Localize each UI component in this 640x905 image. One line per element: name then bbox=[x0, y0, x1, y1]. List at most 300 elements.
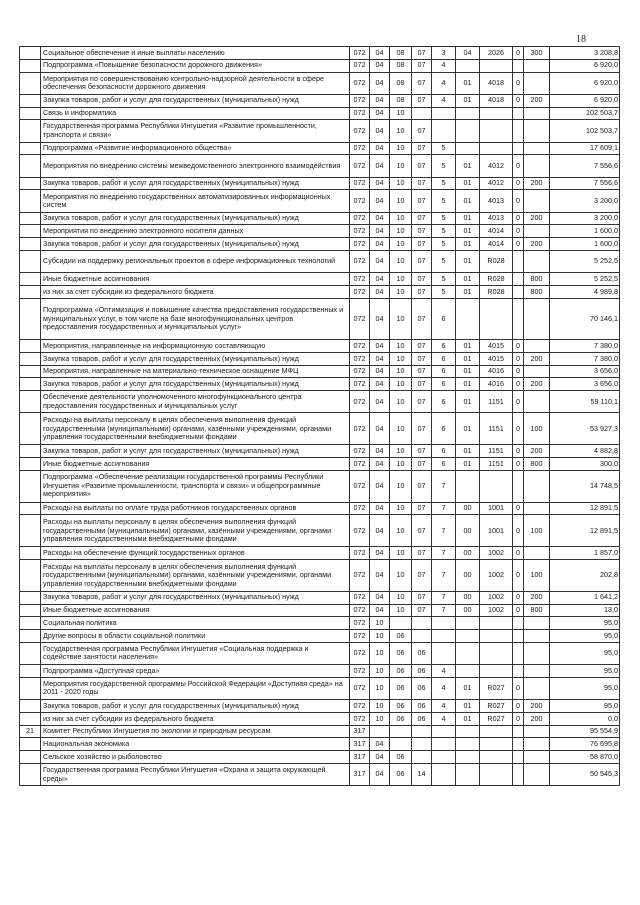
cell-no bbox=[20, 751, 41, 764]
cell-gp: 07 bbox=[412, 391, 432, 413]
cell-grbs: 072 bbox=[350, 391, 370, 413]
cell-no bbox=[20, 712, 41, 725]
table-row bbox=[20, 250, 620, 272]
cell-nr2: 0 bbox=[513, 391, 524, 413]
cell-om: 00 bbox=[456, 604, 480, 617]
cell-pr: 10 bbox=[390, 155, 412, 177]
cell-pp: 4 bbox=[432, 677, 456, 699]
cell-nr2 bbox=[513, 120, 524, 142]
cell-grbs: 072 bbox=[350, 59, 370, 72]
cell-nr2 bbox=[513, 763, 524, 785]
cell-pr: 10 bbox=[390, 547, 412, 560]
cell-rz: 04 bbox=[370, 298, 390, 339]
cell-pp: 6 bbox=[432, 298, 456, 339]
cell-pr bbox=[390, 738, 412, 751]
cell-gp bbox=[412, 630, 432, 643]
table-row bbox=[20, 238, 620, 251]
cell-nr: 4014 bbox=[480, 238, 513, 251]
cell-gp: 07 bbox=[412, 502, 432, 515]
cell-sum: 95,0 bbox=[550, 630, 620, 643]
cell-pr: 10 bbox=[390, 107, 412, 120]
cell-name: Другие вопросы в области социальной политики bbox=[41, 630, 350, 643]
cell-pp: 6 bbox=[432, 352, 456, 365]
table-row bbox=[20, 547, 620, 560]
cell-no bbox=[20, 285, 41, 298]
cell-gp: 07 bbox=[412, 72, 432, 94]
cell-no bbox=[20, 591, 41, 604]
cell-vr: 200 bbox=[524, 378, 550, 391]
cell-gp: 06 bbox=[412, 712, 432, 725]
cell-nr: 1151 bbox=[480, 413, 513, 445]
cell-pp: 5 bbox=[432, 285, 456, 298]
cell-sum: 7 556,6 bbox=[550, 155, 620, 177]
cell-rz: 04 bbox=[370, 340, 390, 353]
cell-grbs: 072 bbox=[350, 559, 370, 591]
cell-pp bbox=[432, 763, 456, 785]
cell-om: 01 bbox=[456, 190, 480, 212]
cell-vr bbox=[524, 763, 550, 785]
cell-pp: 7 bbox=[432, 502, 456, 515]
cell-gp: 07 bbox=[412, 559, 432, 591]
table-row bbox=[20, 340, 620, 353]
cell-nr: 4016 bbox=[480, 365, 513, 378]
cell-pr: 10 bbox=[390, 365, 412, 378]
cell-nr: 4016 bbox=[480, 378, 513, 391]
cell-sum: 7 380,0 bbox=[550, 352, 620, 365]
cell-rz: 04 bbox=[370, 273, 390, 286]
cell-grbs: 072 bbox=[350, 547, 370, 560]
cell-no bbox=[20, 94, 41, 107]
cell-no bbox=[20, 47, 41, 60]
cell-pr: 10 bbox=[390, 177, 412, 190]
cell-gp: 06 bbox=[412, 700, 432, 713]
cell-pr: 08 bbox=[390, 94, 412, 107]
cell-sum: 6 920,0 bbox=[550, 72, 620, 94]
cell-grbs: 072 bbox=[350, 378, 370, 391]
table-row bbox=[20, 665, 620, 678]
table-row bbox=[20, 190, 620, 212]
cell-nr: 1151 bbox=[480, 391, 513, 413]
cell-pp: 5 bbox=[432, 212, 456, 225]
budget-table-body bbox=[20, 47, 620, 786]
cell-pr: 10 bbox=[390, 391, 412, 413]
cell-name: из них за счет субсидии из федерального бюджета bbox=[41, 712, 350, 725]
cell-grbs: 072 bbox=[350, 665, 370, 678]
cell-rz: 04 bbox=[370, 212, 390, 225]
cell-grbs: 072 bbox=[350, 712, 370, 725]
cell-name: Национальная экономика bbox=[41, 738, 350, 751]
table-row bbox=[20, 298, 620, 339]
cell-nr2: 0 bbox=[513, 365, 524, 378]
cell-om: 01 bbox=[456, 238, 480, 251]
cell-grbs: 072 bbox=[350, 340, 370, 353]
cell-name: Государственная программа Республики Ингушетия «Охрана и защита окружающей среды» bbox=[41, 763, 350, 785]
cell-nr: R028 bbox=[480, 250, 513, 272]
cell-rz: 04 bbox=[370, 515, 390, 547]
cell-om bbox=[456, 617, 480, 630]
cell-rz: 04 bbox=[370, 604, 390, 617]
table-row bbox=[20, 677, 620, 699]
cell-om bbox=[456, 763, 480, 785]
table-row bbox=[20, 107, 620, 120]
cell-no bbox=[20, 515, 41, 547]
cell-om: 04 bbox=[456, 47, 480, 60]
cell-sum: 95,0 bbox=[550, 617, 620, 630]
cell-nr: 1002 bbox=[480, 591, 513, 604]
cell-vr: 800 bbox=[524, 273, 550, 286]
cell-gp: 07 bbox=[412, 285, 432, 298]
cell-sum: 0,0 bbox=[550, 712, 620, 725]
cell-pp bbox=[432, 751, 456, 764]
cell-om: 01 bbox=[456, 155, 480, 177]
cell-vr bbox=[524, 298, 550, 339]
cell-name: Закупка товаров, работ и услуг для государственных (муниципальных) нужд bbox=[41, 352, 350, 365]
cell-name: Государственная программа Республики Ингушетия «Социальная поддержка и содействие занятости населения» bbox=[41, 642, 350, 664]
cell-pp: 7 bbox=[432, 547, 456, 560]
cell-no bbox=[20, 617, 41, 630]
cell-pr: 10 bbox=[390, 225, 412, 238]
cell-vr: 200 bbox=[524, 712, 550, 725]
cell-nr: 4015 bbox=[480, 352, 513, 365]
cell-nr2: 0 bbox=[513, 413, 524, 445]
cell-gp: 07 bbox=[412, 190, 432, 212]
cell-grbs: 072 bbox=[350, 470, 370, 502]
cell-nr2: 0 bbox=[513, 502, 524, 515]
cell-nr bbox=[480, 298, 513, 339]
cell-sum: 3 208,8 bbox=[550, 47, 620, 60]
cell-nr: 1151 bbox=[480, 445, 513, 458]
cell-no bbox=[20, 413, 41, 445]
cell-vr: 800 bbox=[524, 285, 550, 298]
cell-sum: 59 110,1 bbox=[550, 391, 620, 413]
cell-om bbox=[456, 470, 480, 502]
cell-sum: 1 641,2 bbox=[550, 591, 620, 604]
cell-rz: 04 bbox=[370, 502, 390, 515]
cell-pr: 10 bbox=[390, 458, 412, 471]
table-row bbox=[20, 273, 620, 286]
cell-no bbox=[20, 142, 41, 155]
cell-gp: 07 bbox=[412, 604, 432, 617]
cell-nr: 4013 bbox=[480, 190, 513, 212]
cell-sum: 5 252,5 bbox=[550, 273, 620, 286]
cell-pr: 06 bbox=[390, 665, 412, 678]
cell-no bbox=[20, 445, 41, 458]
cell-name: Расходы на выплаты персоналу в целях обеспечения выполнения функций государственными (муниципальными) органами, казёнными учреждениями, органами управления государственными внебюджетными фондами bbox=[41, 559, 350, 591]
cell-nr2 bbox=[513, 470, 524, 502]
cell-om: 01 bbox=[456, 391, 480, 413]
cell-nr bbox=[480, 665, 513, 678]
cell-om: 01 bbox=[456, 378, 480, 391]
cell-pp: 3 bbox=[432, 47, 456, 60]
cell-grbs: 072 bbox=[350, 177, 370, 190]
cell-grbs: 072 bbox=[350, 352, 370, 365]
cell-pr: 08 bbox=[390, 59, 412, 72]
page-number: 18 bbox=[576, 34, 586, 45]
cell-om: 01 bbox=[456, 94, 480, 107]
cell-sum: 6 920,0 bbox=[550, 94, 620, 107]
cell-nr: R027 bbox=[480, 677, 513, 699]
table-row bbox=[20, 738, 620, 751]
cell-vr bbox=[524, 190, 550, 212]
cell-vr bbox=[524, 677, 550, 699]
cell-gp: 07 bbox=[412, 365, 432, 378]
cell-pr: 10 bbox=[390, 250, 412, 272]
cell-pp: 7 bbox=[432, 559, 456, 591]
cell-gp: 07 bbox=[412, 352, 432, 365]
cell-name: Государственная программа Республики Ингушетия «Развитие промышленности, транспорта и связи» bbox=[41, 120, 350, 142]
cell-om bbox=[456, 142, 480, 155]
cell-sum: 5 252,5 bbox=[550, 250, 620, 272]
cell-no bbox=[20, 604, 41, 617]
cell-grbs: 317 bbox=[350, 738, 370, 751]
cell-pr: 08 bbox=[390, 72, 412, 94]
cell-name: Закупка товаров, работ и услуг для государственных (муниципальных) нужд bbox=[41, 238, 350, 251]
cell-nr: 4018 bbox=[480, 72, 513, 94]
cell-nr: 1002 bbox=[480, 559, 513, 591]
cell-gp: 06 bbox=[412, 677, 432, 699]
cell-pr: 06 bbox=[390, 712, 412, 725]
cell-grbs: 072 bbox=[350, 285, 370, 298]
cell-vr bbox=[524, 630, 550, 643]
cell-pr: 10 bbox=[390, 559, 412, 591]
cell-grbs: 072 bbox=[350, 642, 370, 664]
cell-grbs: 072 bbox=[350, 502, 370, 515]
cell-nr bbox=[480, 59, 513, 72]
cell-nr2: 0 bbox=[513, 700, 524, 713]
cell-name: Расходы на выплаты по оплате труда работников государственных органов bbox=[41, 502, 350, 515]
cell-nr2: 0 bbox=[513, 238, 524, 251]
cell-nr2: 0 bbox=[513, 177, 524, 190]
cell-rz: 04 bbox=[370, 365, 390, 378]
table-row bbox=[20, 225, 620, 238]
cell-rz: 04 bbox=[370, 413, 390, 445]
cell-vr: 100 bbox=[524, 413, 550, 445]
cell-gp: 07 bbox=[412, 547, 432, 560]
table-row bbox=[20, 155, 620, 177]
cell-grbs: 072 bbox=[350, 238, 370, 251]
cell-no bbox=[20, 177, 41, 190]
cell-vr bbox=[524, 59, 550, 72]
table-row bbox=[20, 391, 620, 413]
cell-nr2: 0 bbox=[513, 378, 524, 391]
cell-name: Закупка товаров, работ и услуг для государственных (муниципальных) нужд bbox=[41, 94, 350, 107]
cell-nr2: 0 bbox=[513, 155, 524, 177]
cell-no bbox=[20, 630, 41, 643]
cell-rz: 04 bbox=[370, 142, 390, 155]
cell-name: Социальное обеспечение и иные выплаты населению bbox=[41, 47, 350, 60]
cell-nr2: 0 bbox=[513, 515, 524, 547]
cell-nr bbox=[480, 120, 513, 142]
cell-pp bbox=[432, 642, 456, 664]
table-row bbox=[20, 712, 620, 725]
cell-nr2: 0 bbox=[513, 72, 524, 94]
cell-vr bbox=[524, 225, 550, 238]
cell-vr bbox=[524, 642, 550, 664]
cell-pp bbox=[432, 630, 456, 643]
cell-vr bbox=[524, 107, 550, 120]
table-row bbox=[20, 120, 620, 142]
cell-name: Подпрограмма «Доступная среда» bbox=[41, 665, 350, 678]
cell-sum: 1 857,0 bbox=[550, 547, 620, 560]
cell-nr: 4018 bbox=[480, 94, 513, 107]
cell-name: Сельское хозяйство и рыболовство bbox=[41, 751, 350, 764]
cell-name: Мероприятия по внедрению системы межведомственного электронного взаимодействия bbox=[41, 155, 350, 177]
cell-gp: 07 bbox=[412, 340, 432, 353]
cell-sum: 3 200,0 bbox=[550, 190, 620, 212]
cell-vr: 200 bbox=[524, 700, 550, 713]
cell-gp: 07 bbox=[412, 177, 432, 190]
cell-vr: 200 bbox=[524, 177, 550, 190]
cell-om: 01 bbox=[456, 212, 480, 225]
cell-om bbox=[456, 665, 480, 678]
cell-nr2: 0 bbox=[513, 445, 524, 458]
cell-pp: 7 bbox=[432, 591, 456, 604]
cell-om: 01 bbox=[456, 225, 480, 238]
cell-name: Расходы на выплаты персоналу в целях обеспечения выполнения функций государственными (муниципальными) органами, казёнными учреждениями, органами управления государственными внебюджетными фондами bbox=[41, 515, 350, 547]
cell-sum: 58 870,0 bbox=[550, 751, 620, 764]
cell-nr: 1001 bbox=[480, 502, 513, 515]
cell-nr2 bbox=[513, 107, 524, 120]
cell-pr: 10 bbox=[390, 120, 412, 142]
table-row bbox=[20, 413, 620, 445]
cell-vr bbox=[524, 340, 550, 353]
cell-nr2: 0 bbox=[513, 559, 524, 591]
cell-sum: 4 882,8 bbox=[550, 445, 620, 458]
cell-grbs: 072 bbox=[350, 677, 370, 699]
cell-vr bbox=[524, 617, 550, 630]
cell-pp bbox=[432, 617, 456, 630]
cell-sum: 1 600,0 bbox=[550, 225, 620, 238]
cell-gp: 07 bbox=[412, 59, 432, 72]
table-row bbox=[20, 591, 620, 604]
cell-name: Мероприятия, направленные на материально-техническое оснащение МФЦ bbox=[41, 365, 350, 378]
cell-gp bbox=[412, 617, 432, 630]
cell-pp: 4 bbox=[432, 665, 456, 678]
table-row bbox=[20, 94, 620, 107]
cell-om: 01 bbox=[456, 700, 480, 713]
cell-gp: 07 bbox=[412, 515, 432, 547]
cell-sum: 102 503,7 bbox=[550, 107, 620, 120]
cell-nr bbox=[480, 763, 513, 785]
cell-nr: 2026 bbox=[480, 47, 513, 60]
cell-grbs: 072 bbox=[350, 458, 370, 471]
cell-om bbox=[456, 298, 480, 339]
cell-nr: R027 bbox=[480, 712, 513, 725]
cell-sum: 6 920,0 bbox=[550, 59, 620, 72]
cell-pr: 10 bbox=[390, 190, 412, 212]
cell-rz: 04 bbox=[370, 470, 390, 502]
cell-vr: 200 bbox=[524, 238, 550, 251]
cell-sum: 1 600,0 bbox=[550, 238, 620, 251]
cell-no bbox=[20, 738, 41, 751]
cell-om bbox=[456, 751, 480, 764]
cell-sum: 95 554,9 bbox=[550, 725, 620, 738]
cell-om: 00 bbox=[456, 591, 480, 604]
cell-grbs: 072 bbox=[350, 515, 370, 547]
table-row bbox=[20, 470, 620, 502]
table-row bbox=[20, 642, 620, 664]
cell-om: 00 bbox=[456, 515, 480, 547]
cell-rz: 04 bbox=[370, 445, 390, 458]
cell-om: 01 bbox=[456, 273, 480, 286]
cell-name: Закупка товаров, работ и услуг для государственных (муниципальных) нужд bbox=[41, 378, 350, 391]
cell-vr: 100 bbox=[524, 559, 550, 591]
cell-grbs: 072 bbox=[350, 142, 370, 155]
cell-no bbox=[20, 378, 41, 391]
cell-vr: 800 bbox=[524, 604, 550, 617]
cell-pr: 10 bbox=[390, 298, 412, 339]
cell-gp: 07 bbox=[412, 47, 432, 60]
cell-nr2 bbox=[513, 630, 524, 643]
cell-name: Подпрограмма «Обеспечение реализации государственной программы Республики Ингушетия «Развитие промышленности, транспорта и связи» и общепрограммные мероприятия» bbox=[41, 470, 350, 502]
cell-om: 01 bbox=[456, 458, 480, 471]
cell-rz: 10 bbox=[370, 630, 390, 643]
cell-grbs: 072 bbox=[350, 47, 370, 60]
table-row bbox=[20, 445, 620, 458]
cell-nr bbox=[480, 470, 513, 502]
cell-no bbox=[20, 273, 41, 286]
table-row bbox=[20, 763, 620, 785]
cell-pr bbox=[390, 617, 412, 630]
cell-pp: 5 bbox=[432, 177, 456, 190]
cell-rz: 04 bbox=[370, 155, 390, 177]
cell-rz: 04 bbox=[370, 285, 390, 298]
cell-sum: 95,0 bbox=[550, 642, 620, 664]
cell-pp bbox=[432, 107, 456, 120]
cell-rz: 10 bbox=[370, 642, 390, 664]
table-row bbox=[20, 352, 620, 365]
cell-pr bbox=[390, 725, 412, 738]
cell-nr: 1002 bbox=[480, 547, 513, 560]
cell-nr2: 0 bbox=[513, 677, 524, 699]
cell-om: 01 bbox=[456, 285, 480, 298]
cell-om: 00 bbox=[456, 559, 480, 591]
table-row bbox=[20, 604, 620, 617]
cell-vr bbox=[524, 250, 550, 272]
cell-nr: R027 bbox=[480, 700, 513, 713]
cell-sum: 12 891,5 bbox=[550, 502, 620, 515]
cell-nr2 bbox=[513, 142, 524, 155]
cell-grbs: 072 bbox=[350, 273, 370, 286]
table-row bbox=[20, 725, 620, 738]
cell-name: Мероприятия по внедрению электронного носителя данных bbox=[41, 225, 350, 238]
cell-nr2: 0 bbox=[513, 212, 524, 225]
cell-vr bbox=[524, 751, 550, 764]
cell-gp bbox=[412, 107, 432, 120]
cell-name: Иные бюджетные ассигнования bbox=[41, 273, 350, 286]
cell-no bbox=[20, 225, 41, 238]
cell-pp: 6 bbox=[432, 365, 456, 378]
cell-nr bbox=[480, 142, 513, 155]
cell-rz: 10 bbox=[370, 712, 390, 725]
table-row bbox=[20, 700, 620, 713]
cell-vr bbox=[524, 120, 550, 142]
cell-pp: 4 bbox=[432, 712, 456, 725]
cell-rz: 04 bbox=[370, 59, 390, 72]
cell-rz: 04 bbox=[370, 458, 390, 471]
cell-pr: 10 bbox=[390, 515, 412, 547]
cell-sum: 3 200,0 bbox=[550, 212, 620, 225]
cell-nr bbox=[480, 725, 513, 738]
cell-rz: 04 bbox=[370, 120, 390, 142]
cell-nr bbox=[480, 107, 513, 120]
cell-nr2: 0 bbox=[513, 458, 524, 471]
cell-rz: 10 bbox=[370, 617, 390, 630]
cell-no bbox=[20, 665, 41, 678]
cell-rz: 04 bbox=[370, 72, 390, 94]
cell-gp bbox=[412, 725, 432, 738]
cell-vr bbox=[524, 738, 550, 751]
